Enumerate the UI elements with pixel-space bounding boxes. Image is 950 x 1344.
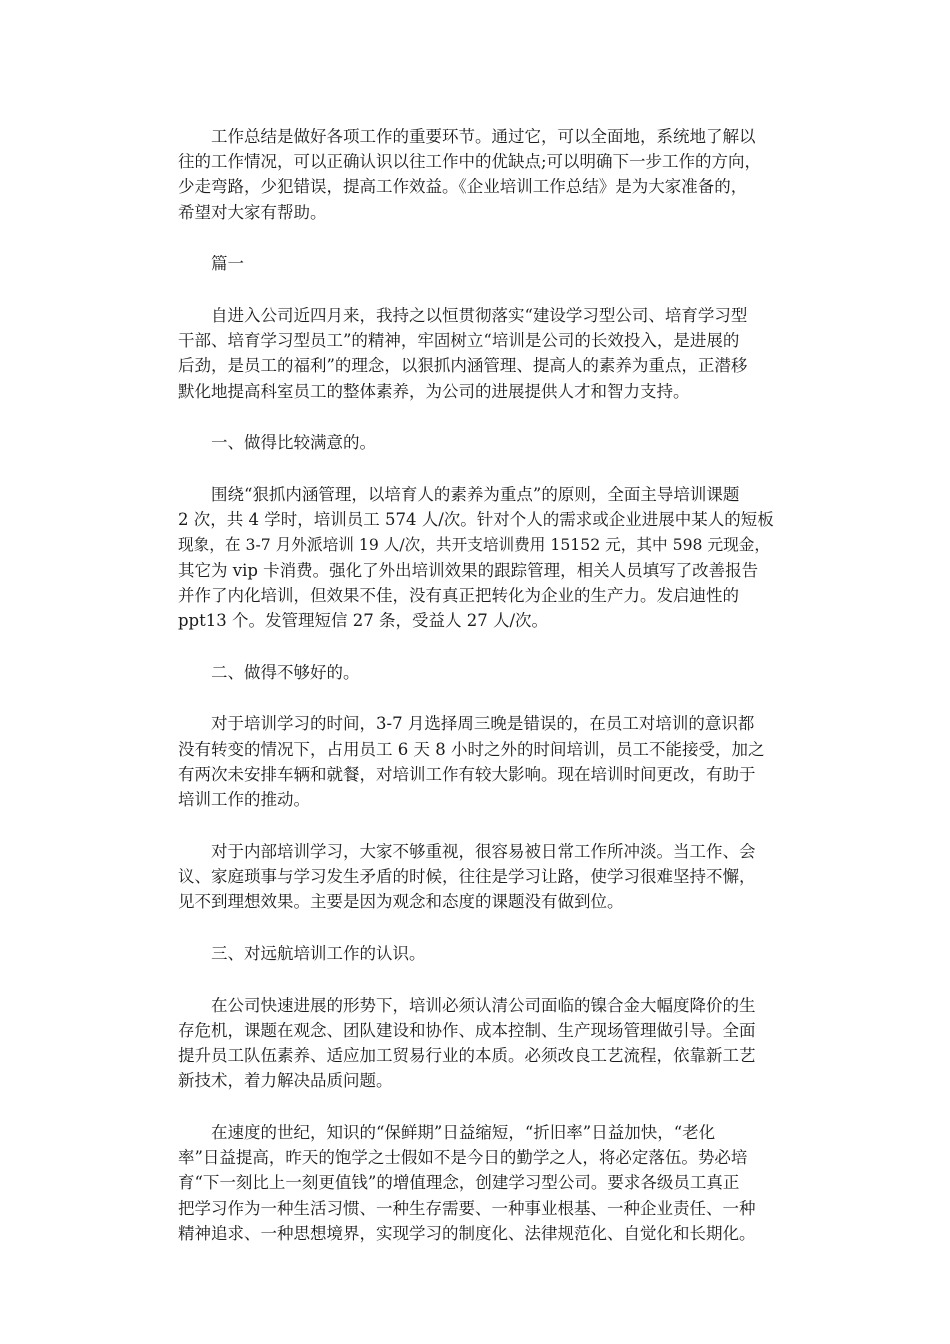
text-line: 围绕“狠抓内涵管理，以培育人的素养为重点”的原则，全面主导培训课题	[211, 485, 740, 505]
subheading: 二、做得不够好的。	[211, 662, 360, 682]
text-line: 希望对大家有帮助。	[178, 202, 327, 222]
text-line: 见不到理想效果。主要是因为观念和态度的课题没有做到位。	[178, 892, 624, 912]
text-line: 干部、培育学习型员工”的精神，牢固树立“培训是公司的长效投入，是进展的	[178, 331, 740, 351]
text-line: ppt13 个。发管理短信 27 条，受益人 27 人/次。	[178, 611, 549, 631]
subheading: 一、做得比较满意的。	[211, 433, 376, 453]
paragraph-gap	[178, 966, 774, 993]
section-title: 篇一	[211, 254, 244, 274]
text-line: 新技术，着力解决品质问题。	[178, 1071, 393, 1091]
body-paragraph	[178, 993, 774, 1094]
text-line: 自进入公司近四月来，我持之以恒贯彻落实“建设学习型公司、培育学习型	[211, 306, 748, 326]
text-line: 对于培训学习的时间，3-7 月选择周三晚是错误的，在员工对培训的意识都	[211, 714, 755, 734]
paragraph-gap	[178, 1093, 774, 1120]
text-line: 现象，在 3-7 月外派培训 19 人/次，共开支培训费用 15152 元，其中 598 元现金，	[178, 535, 771, 555]
paragraph-gap	[178, 914, 774, 941]
body-paragraph	[178, 711, 774, 812]
text-line: 工作总结是做好各项工作的重要环节。通过它，可以全面地，系统地了解以	[211, 127, 756, 146]
paragraph-gap	[178, 812, 774, 839]
text-line: 培训工作的推动。	[178, 790, 310, 810]
text-line: 往的工作情况，可以正确认识以往工作中的优缺点;可以明确下一步工作的方向，	[178, 152, 762, 172]
text-line: 其它为 vip 卡消费。强化了外出培训效果的跟踪管理，相关人员填写了改善报告	[178, 560, 759, 580]
text-line: 议、家庭琐事与学习发生矛盾的时候，往往是学习让路，使学习很难坚持不懈，	[178, 866, 756, 886]
text-line: 对于内部培训学习，大家不够重视，很容易被日常工作所冲淡。当工作、会	[211, 841, 756, 861]
paragraph-gap	[178, 456, 774, 483]
paragraph-gap	[178, 685, 774, 712]
paragraph-gap	[178, 225, 774, 252]
body-paragraph	[178, 303, 774, 404]
text-line: 默化地提高科室员工的整体素养，为公司的进展提供人才和智力支持。	[178, 381, 690, 401]
body-paragraph	[178, 839, 774, 915]
document-body	[178, 124, 774, 1246]
text-line: 把学习作为一种生活习惯、一种生存需要、一种事业根基、一种企业责任、一种	[178, 1198, 756, 1218]
paragraph-gap	[178, 404, 774, 431]
text-line: 有两次未安排车辆和就餐，对培训工作有较大影响。现在培训时间更改，有助于	[178, 764, 756, 784]
text-line: 存危机，课题在观念、团队建设和协作、成本控制、生产现场管理做引导。全面	[178, 1020, 756, 1040]
text-line: 并作了内化培训，但效果不佳，没有真正把转化为企业的生产力。发启迪性的	[178, 585, 739, 605]
text-line: 没有转变的情况下，占用员工 6 天 8 小时之外的时间培训，员工不能接受，加之	[178, 739, 765, 759]
text-line: 在速度的世纪，知识的“保鲜期”日益缩短，“折旧率”日益加快，“老化	[211, 1122, 716, 1142]
text-line: 后劲，是员工的福利”的理念，以狠抓内涵管理、提高人的素养为重点，正潜移	[178, 356, 748, 376]
text-line: 育“下一刻比上一刻更值钱”的增值理念，创建学习型公司。要求各级员工真正	[178, 1173, 740, 1193]
text-line: 率”日益提高，昨天的饱学之士假如不是今日的勤学之人，将必定落伍。势必培	[178, 1148, 748, 1168]
text-line: 在公司快速进展的形势下，培训必须认清公司面临的镍合金大幅度降价的生	[211, 995, 756, 1015]
paragraph-gap	[178, 633, 774, 660]
body-paragraph	[178, 1120, 774, 1246]
subheading: 三、对远航培训工作的认识。	[211, 943, 426, 963]
text-line: 精神追求、一种思想境界，实现学习的制度化、法律规范化、自觉化和长期化。	[178, 1223, 756, 1243]
paragraph-gap	[178, 277, 774, 304]
text-line: 少走弯路，少犯错误，提高工作效益。《企业培训工作总结》是为大家准备的，	[178, 177, 748, 197]
text-line: 2 次，共 4 学时，培训员工 574 人/次。针对个人的需求或企业进展中某人的短板	[178, 510, 774, 530]
body-paragraph	[178, 482, 774, 633]
text-line: 提升员工队伍素养、适应加工贸易行业的本质。必须改良工艺流程，依靠新工艺	[178, 1045, 756, 1065]
intro-paragraph	[178, 124, 774, 225]
